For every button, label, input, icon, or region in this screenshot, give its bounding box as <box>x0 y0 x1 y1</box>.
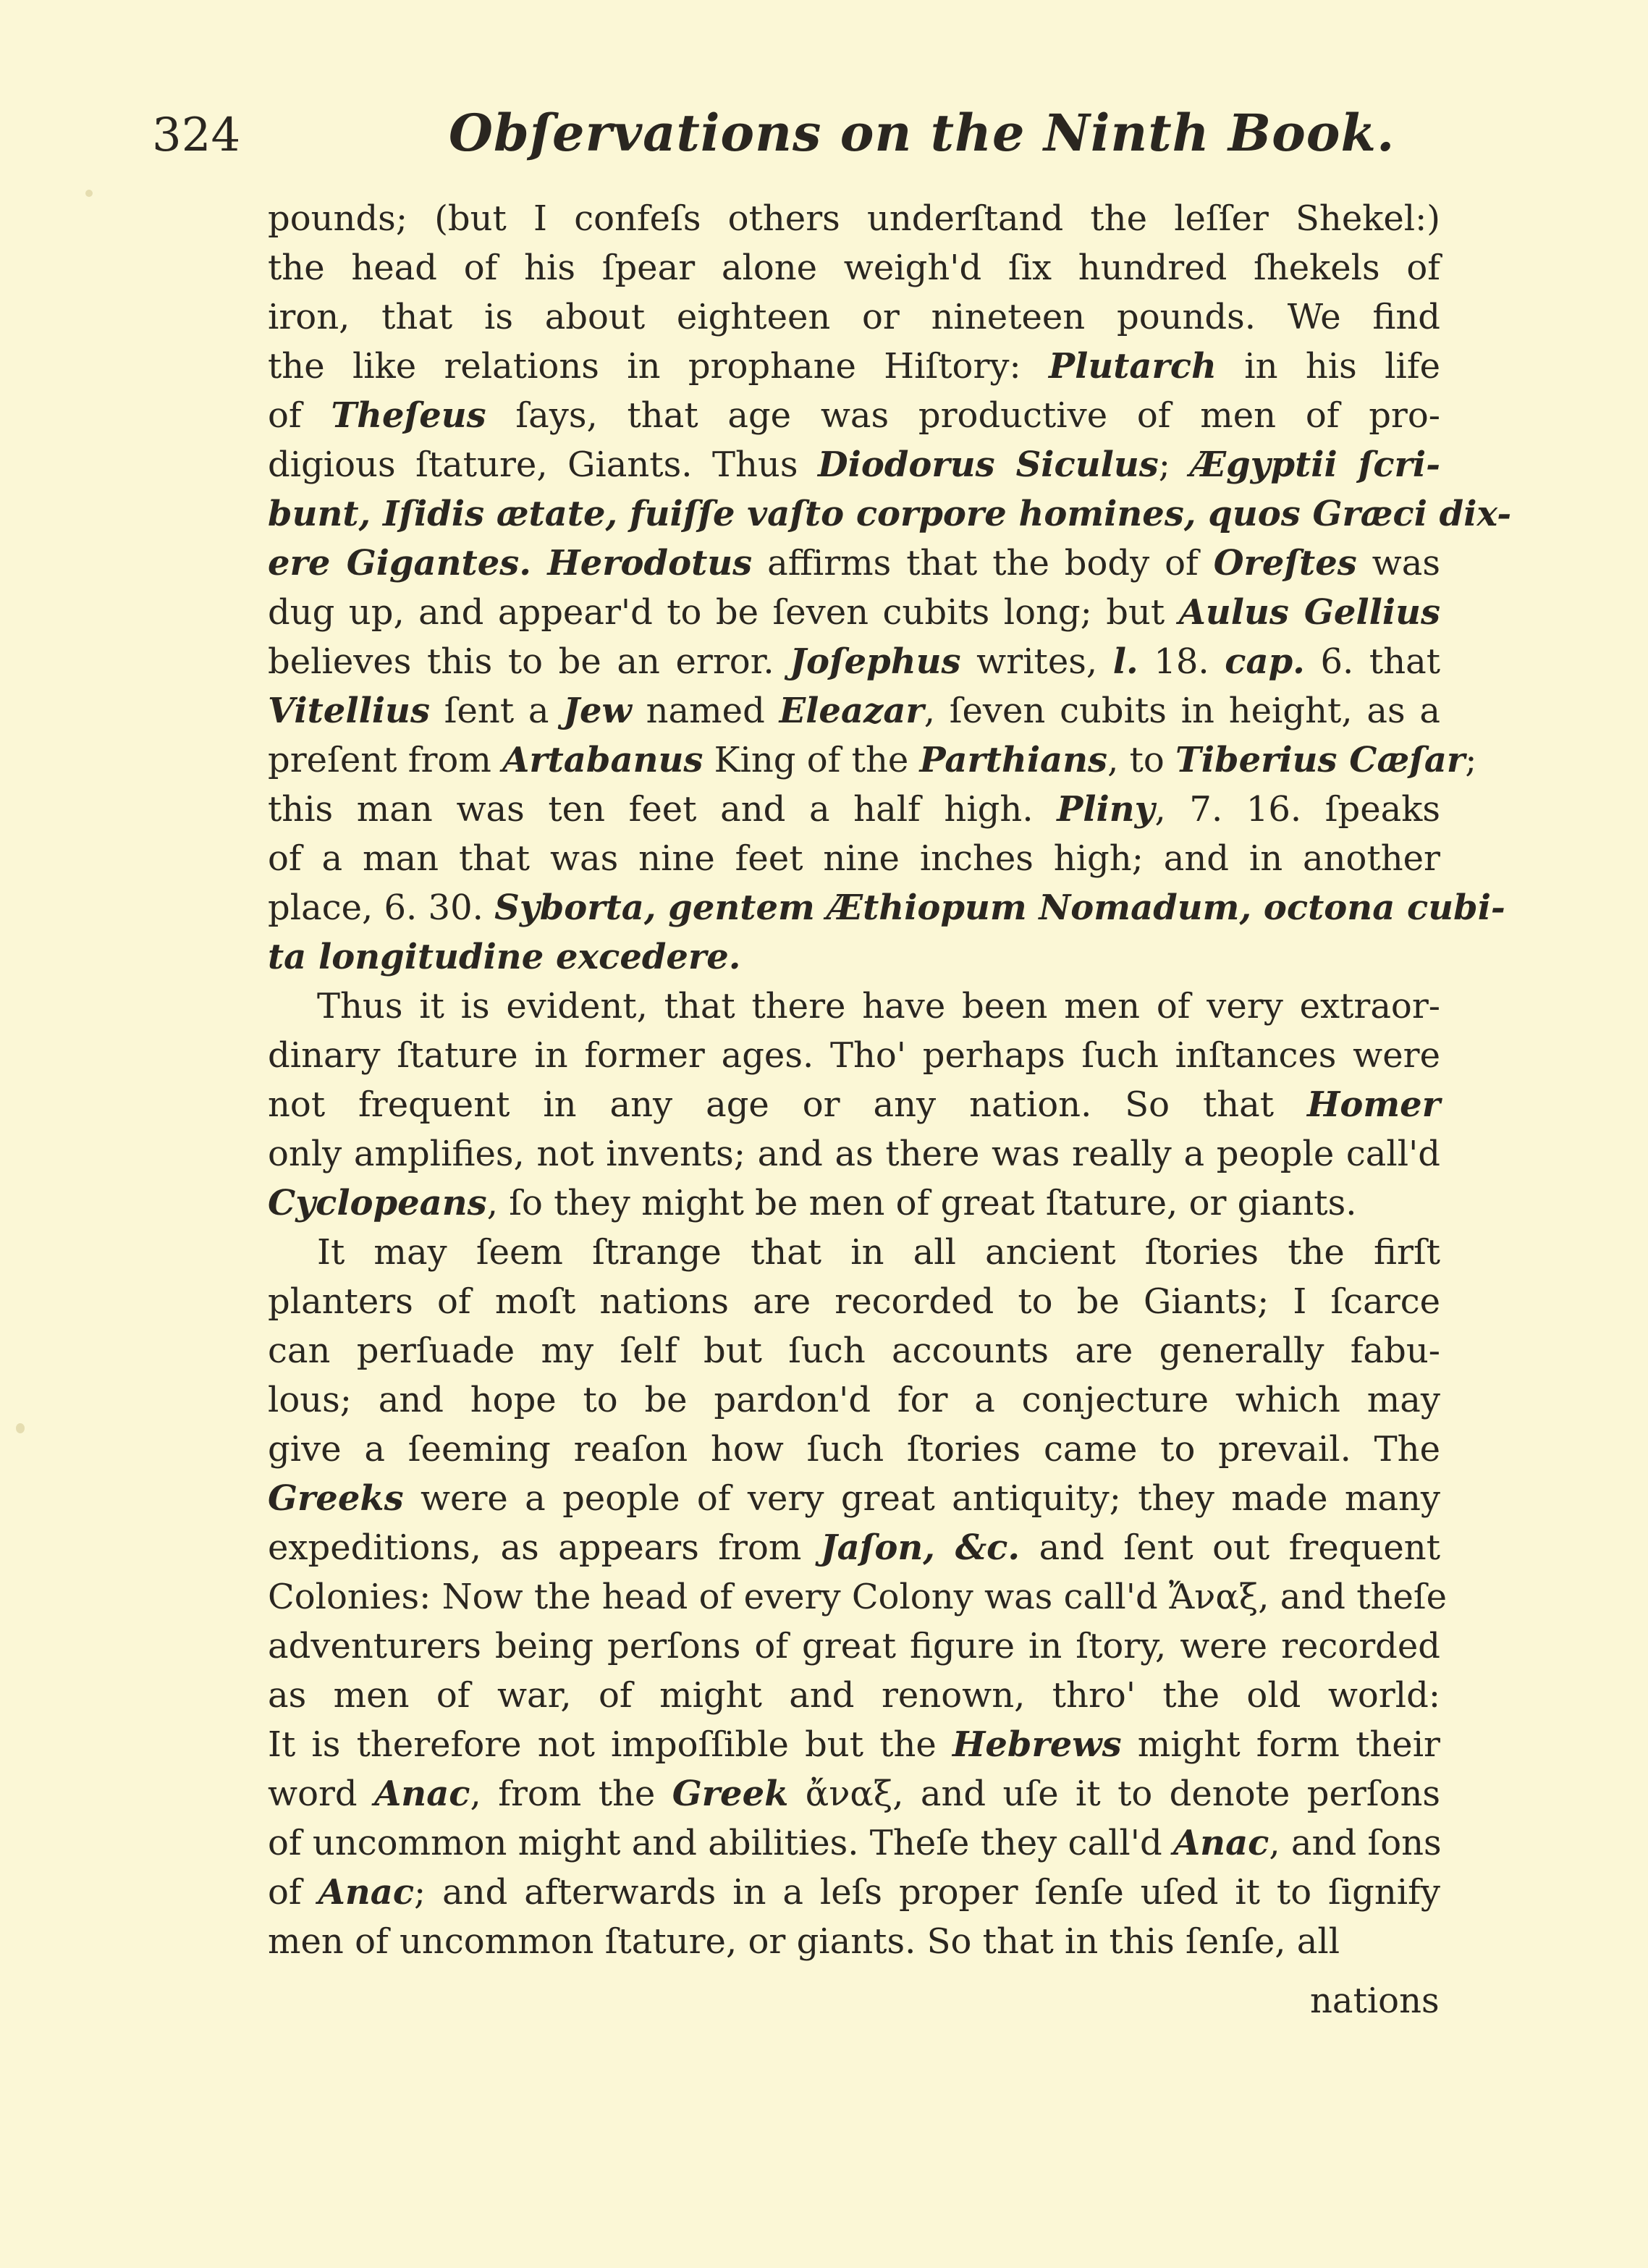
italic-span: Anac <box>1172 1823 1269 1863</box>
roman-span: and ſent out frequent <box>1020 1527 1441 1568</box>
italic-span: cap. <box>1225 641 1305 682</box>
text-line <box>268 1080 1440 1129</box>
italic-span: Anac <box>374 1774 470 1814</box>
italic-span: Homer <box>1307 1084 1440 1125</box>
roman-span: lous; and hope to be pardon'd for a conjecture which may <box>268 1380 1440 1420</box>
roman-span: It may ſeem ſtrange that in all ancient ſtories the firſt <box>317 1232 1440 1273</box>
roman-span: writes, <box>960 641 1113 682</box>
roman-span: affirms that the body of <box>752 543 1214 583</box>
text-line <box>268 834 1440 883</box>
roman-span: was <box>1356 543 1441 583</box>
text-line <box>268 1917 1440 1966</box>
roman-span: ſent a <box>429 691 564 731</box>
text-line <box>268 1523 1440 1572</box>
text-line <box>268 1572 1448 1622</box>
text-line <box>268 489 1512 539</box>
text-line <box>268 1474 1440 1523</box>
roman-span: the head of his ſpear alone weigh'd ſix hundred ſhekels of <box>268 248 1440 288</box>
roman-span: of <box>268 395 331 436</box>
text-line <box>268 637 1440 686</box>
roman-span: , ſeven cubits in height, as a <box>924 691 1440 731</box>
text-line <box>268 1326 1440 1375</box>
text-line <box>268 391 1440 440</box>
text-line <box>268 1769 1440 1818</box>
roman-span: ſays, that age was productive of men of pro- <box>486 395 1440 436</box>
roman-span: might form their <box>1121 1724 1441 1765</box>
roman-span: only amplifies, not invents; and as there was really a people call'd <box>268 1134 1440 1174</box>
italic-span: Aulus Gellius <box>1178 592 1441 633</box>
roman-span: digious ſtature, Giants. Thus <box>268 444 818 485</box>
italic-span: Anac <box>318 1872 415 1913</box>
italic-span: Tiberius Cæſar <box>1175 740 1466 780</box>
roman-span: as men of war, of might and renown, thro' the old world: <box>268 1675 1440 1716</box>
text-line <box>268 1720 1440 1769</box>
roman-span: dinary ſtature in former ages. Tho' perhaps ſuch inſtances were <box>268 1035 1440 1076</box>
foxing-spot <box>85 190 93 197</box>
text-line <box>268 1277 1440 1326</box>
roman-span: King of the <box>703 740 920 780</box>
text-line <box>268 1031 1440 1080</box>
italic-span: l. <box>1112 641 1138 682</box>
roman-span: Colonies: Now the head of every Colony was call'd Ἄναξ, and theſe <box>268 1577 1448 1617</box>
roman-span: men of uncommon ſtature, or giants. So that in this ſenſe, all <box>268 1921 1340 1962</box>
roman-span: not frequent in any age or any nation. So that <box>268 1084 1308 1125</box>
roman-span: ἄναξ, and uſe it to denote perſons <box>788 1774 1441 1814</box>
text-line <box>268 1671 1440 1720</box>
text-line <box>268 243 1440 292</box>
roman-span: adventurers being perſons of great figure in ſtory, were recorded <box>268 1626 1440 1666</box>
roman-span: , ſo they might be men of great ſtature, or giants. <box>486 1183 1357 1223</box>
text-line <box>268 1129 1440 1179</box>
italic-span: Diodorus Siculus <box>817 444 1159 485</box>
italic-span: Cyclopeans <box>268 1183 487 1223</box>
roman-span: word <box>268 1774 375 1814</box>
text-line <box>268 1228 1440 1277</box>
italic-span: ta longitudine excedere. <box>268 937 741 977</box>
italic-span: Artabanus <box>502 740 703 780</box>
italic-span: Greek <box>672 1774 789 1814</box>
roman-span: expeditions, as appears from <box>268 1527 821 1568</box>
text-line <box>268 440 1440 489</box>
text-line <box>268 735 1477 785</box>
italic-span: Jew <box>563 691 632 731</box>
italic-span: bunt, Iſidis ætate, fuiſſe vaſto corpore homines, quos Græci dix- <box>268 494 1512 534</box>
italic-span: Syborta, gentem Æthiopum Nomadum, octona cubi- <box>494 888 1505 928</box>
text-line <box>268 1818 1440 1868</box>
text-line <box>268 932 1440 982</box>
roman-span: , and ſons <box>1269 1823 1442 1863</box>
text-line <box>268 982 1440 1031</box>
roman-span: It is therefore not impoſſible but the <box>268 1724 952 1765</box>
italic-span: Oreſtes <box>1213 543 1357 583</box>
text-line <box>268 1622 1440 1671</box>
body-text <box>268 194 1512 1966</box>
roman-span: ; <box>1158 444 1191 485</box>
italic-span: Theſeus <box>331 395 486 436</box>
italic-span: Jaſon, &c. <box>820 1527 1021 1568</box>
italic-span: Vitellius <box>268 691 430 731</box>
roman-span: give a ſeeming reaſon how ſuch ſtories came to prevail. The <box>268 1429 1440 1470</box>
roman-span: ; <box>1465 740 1477 780</box>
roman-span: the like relations in prophane Hiſtory: <box>268 346 1049 387</box>
roman-span: Thus it is evident, that there have been men of very extraor- <box>317 986 1440 1026</box>
text-line <box>268 1179 1440 1228</box>
roman-span: named <box>631 691 779 731</box>
catchword: nations <box>1310 1981 1440 2021</box>
roman-span: planters of moſt nations are recorded to be Giants; I ſcarce <box>268 1281 1440 1322</box>
roman-span: of uncommon might and abilities. Theſe they call'd <box>268 1823 1173 1863</box>
text-line <box>268 1868 1440 1917</box>
text-line <box>268 342 1440 391</box>
roman-span: this man was ten feet and a half high. <box>268 789 1057 830</box>
foxing-spot <box>16 1423 25 1433</box>
roman-span: were a people of very great antiquity; they made many <box>403 1478 1440 1519</box>
italic-span: Pliny <box>1057 789 1155 830</box>
italic-span: Ægyptii ſcri- <box>1190 444 1441 485</box>
text-line <box>268 1425 1440 1474</box>
roman-span: believes this to be an error. <box>268 641 790 682</box>
roman-span: pounds; (but I confeſs others underſtand the leſſer Shekel:) <box>268 198 1440 239</box>
text-line <box>268 539 1440 588</box>
roman-span: 6. that <box>1304 641 1441 682</box>
roman-span: iron, that is about eighteen or nineteen pounds. We find <box>268 297 1440 337</box>
roman-span: can perſuade my ſelf but ſuch accounts are generally fabu- <box>268 1331 1440 1371</box>
text-line <box>268 588 1440 637</box>
roman-span: of <box>268 1872 318 1913</box>
italic-span: Parthians <box>919 740 1108 780</box>
text-line <box>268 292 1440 342</box>
italic-span: Plutarch <box>1049 346 1217 387</box>
roman-span: , to <box>1107 740 1176 780</box>
roman-span: ; and afterwards in a leſs proper ſenſe uſed it to ſignify <box>414 1872 1441 1913</box>
italic-span: Hebrews <box>952 1724 1122 1765</box>
roman-span: of a man that was nine feet nine inches high; and in another <box>268 838 1440 879</box>
roman-span: , 7. 16. ſpeaks <box>1154 789 1440 830</box>
italic-span: ere Gigantes. Herodotus <box>268 543 753 583</box>
roman-span: 18. <box>1138 641 1225 682</box>
roman-span: place, 6. 30. <box>268 888 495 928</box>
text-line <box>268 883 1505 932</box>
roman-span: in his life <box>1216 346 1440 387</box>
italic-span: Eleazar <box>779 691 924 731</box>
text-line <box>268 194 1440 243</box>
roman-span: preſent from <box>268 740 503 780</box>
italic-span: Greeks <box>268 1478 404 1519</box>
roman-span: dug up, and appear'd to be ſeven cubits long; but <box>268 592 1179 633</box>
italic-span: Joſephus <box>790 641 961 682</box>
text-line <box>268 1375 1440 1425</box>
roman-span: , from the <box>470 1774 672 1814</box>
text-line <box>268 785 1440 834</box>
page-number: 324 <box>152 109 241 162</box>
running-head: Obſervations on the Ninth Book. <box>449 103 1395 163</box>
text-line <box>268 686 1440 735</box>
